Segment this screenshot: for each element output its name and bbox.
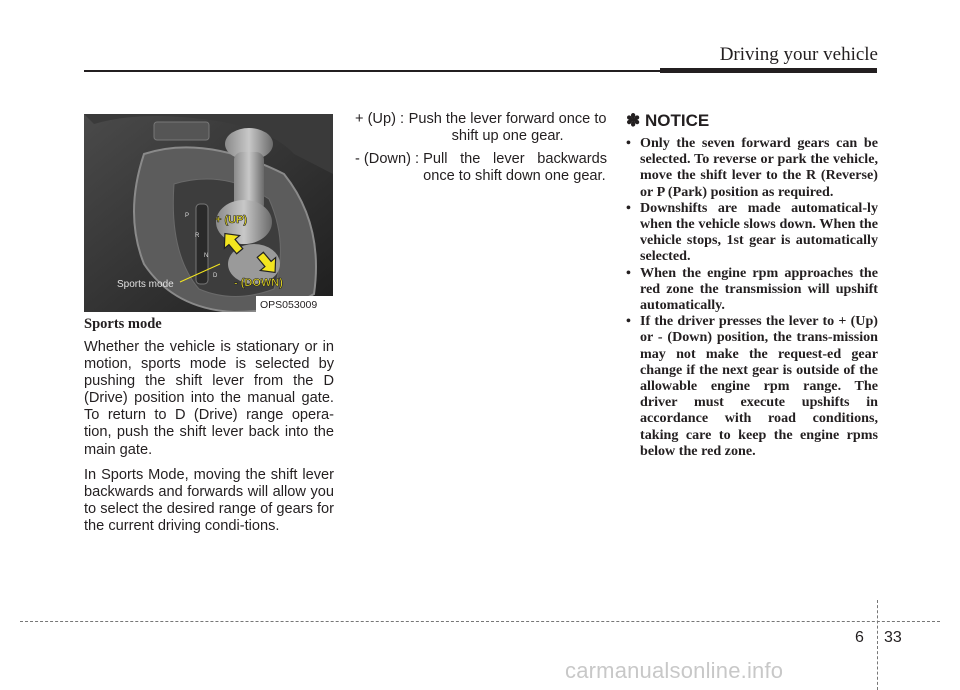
paragraph: Whether the vehicle is stationary or in motion, sports mode is selected by pushing the shift lever from the D (Drive) position into the manual gate. To return to D (Drive) range opera-tion, push the shift lever back into the main gate. (84, 339, 334, 458)
notice-item: • Downshifts are made automatical-ly when the vehicle slows down. When the vehicle stops, 1st gear is automatically selected. (626, 200, 878, 265)
paragraph: In Sports Mode, moving the shift lever backwards and forwards will allow you to select the desired range of gears for the current driving condi-tions. (84, 466, 334, 534)
footer-rule (20, 621, 940, 622)
sports-mode-heading: Sports mode (84, 316, 162, 332)
notice-box (626, 111, 878, 459)
notice-item: • Only the seven forward gears can be selected. To reverse or park the vehicle, move the shift lever to the R (Reverse) or P (Park) position as required. (626, 135, 878, 200)
header-rule-accent (660, 68, 877, 73)
chapter-number: 6 (855, 629, 864, 646)
column-shift-definitions (355, 111, 607, 191)
notice-item: • When the engine rpm approaches the red zone the transmission will upshift automatically. (626, 265, 878, 314)
definition-desc: Push the lever forward once to shift up one gear. (408, 111, 607, 145)
notice-item: • If the driver presses the lever to + (Up) or - (Down) position, the trans-mission may not make the request-ed gear change if the next gear is outside of the allowable engine rpm range. The driver must execute upshifts in accordance with road conditions, taking care to keep the engine rpms below the red zone. (626, 313, 878, 459)
notice-title: ✽ NOTICE (626, 111, 710, 130)
figure-code: OPS053009 (260, 299, 318, 311)
up-label: + (UP) (215, 214, 248, 226)
watermark: carmanualsonline.info (565, 658, 784, 683)
down-label: - (DOWN) (234, 277, 283, 289)
gate-letter: P (185, 213, 190, 219)
footer-divider (877, 600, 878, 690)
definition-term: - (Down) : (355, 151, 424, 168)
column-sports-mode (84, 316, 334, 543)
page-number: 33 (884, 629, 902, 646)
console-tray (154, 122, 209, 140)
sports-mode-label: Sports mode (117, 279, 174, 290)
definition-desc: Pull the lever backwards once to shift down one gear. (423, 151, 607, 185)
section-title: Driving your vehicle (719, 44, 878, 65)
definition-down (355, 151, 607, 185)
notice-list (626, 135, 878, 459)
gate-letter: R (195, 233, 200, 239)
shift-lever-figure (84, 114, 333, 312)
definition-term: + (Up) : (355, 111, 409, 127)
definition-up (355, 111, 607, 145)
gate-letter: N (204, 253, 209, 259)
gate-letter: D (213, 273, 218, 279)
